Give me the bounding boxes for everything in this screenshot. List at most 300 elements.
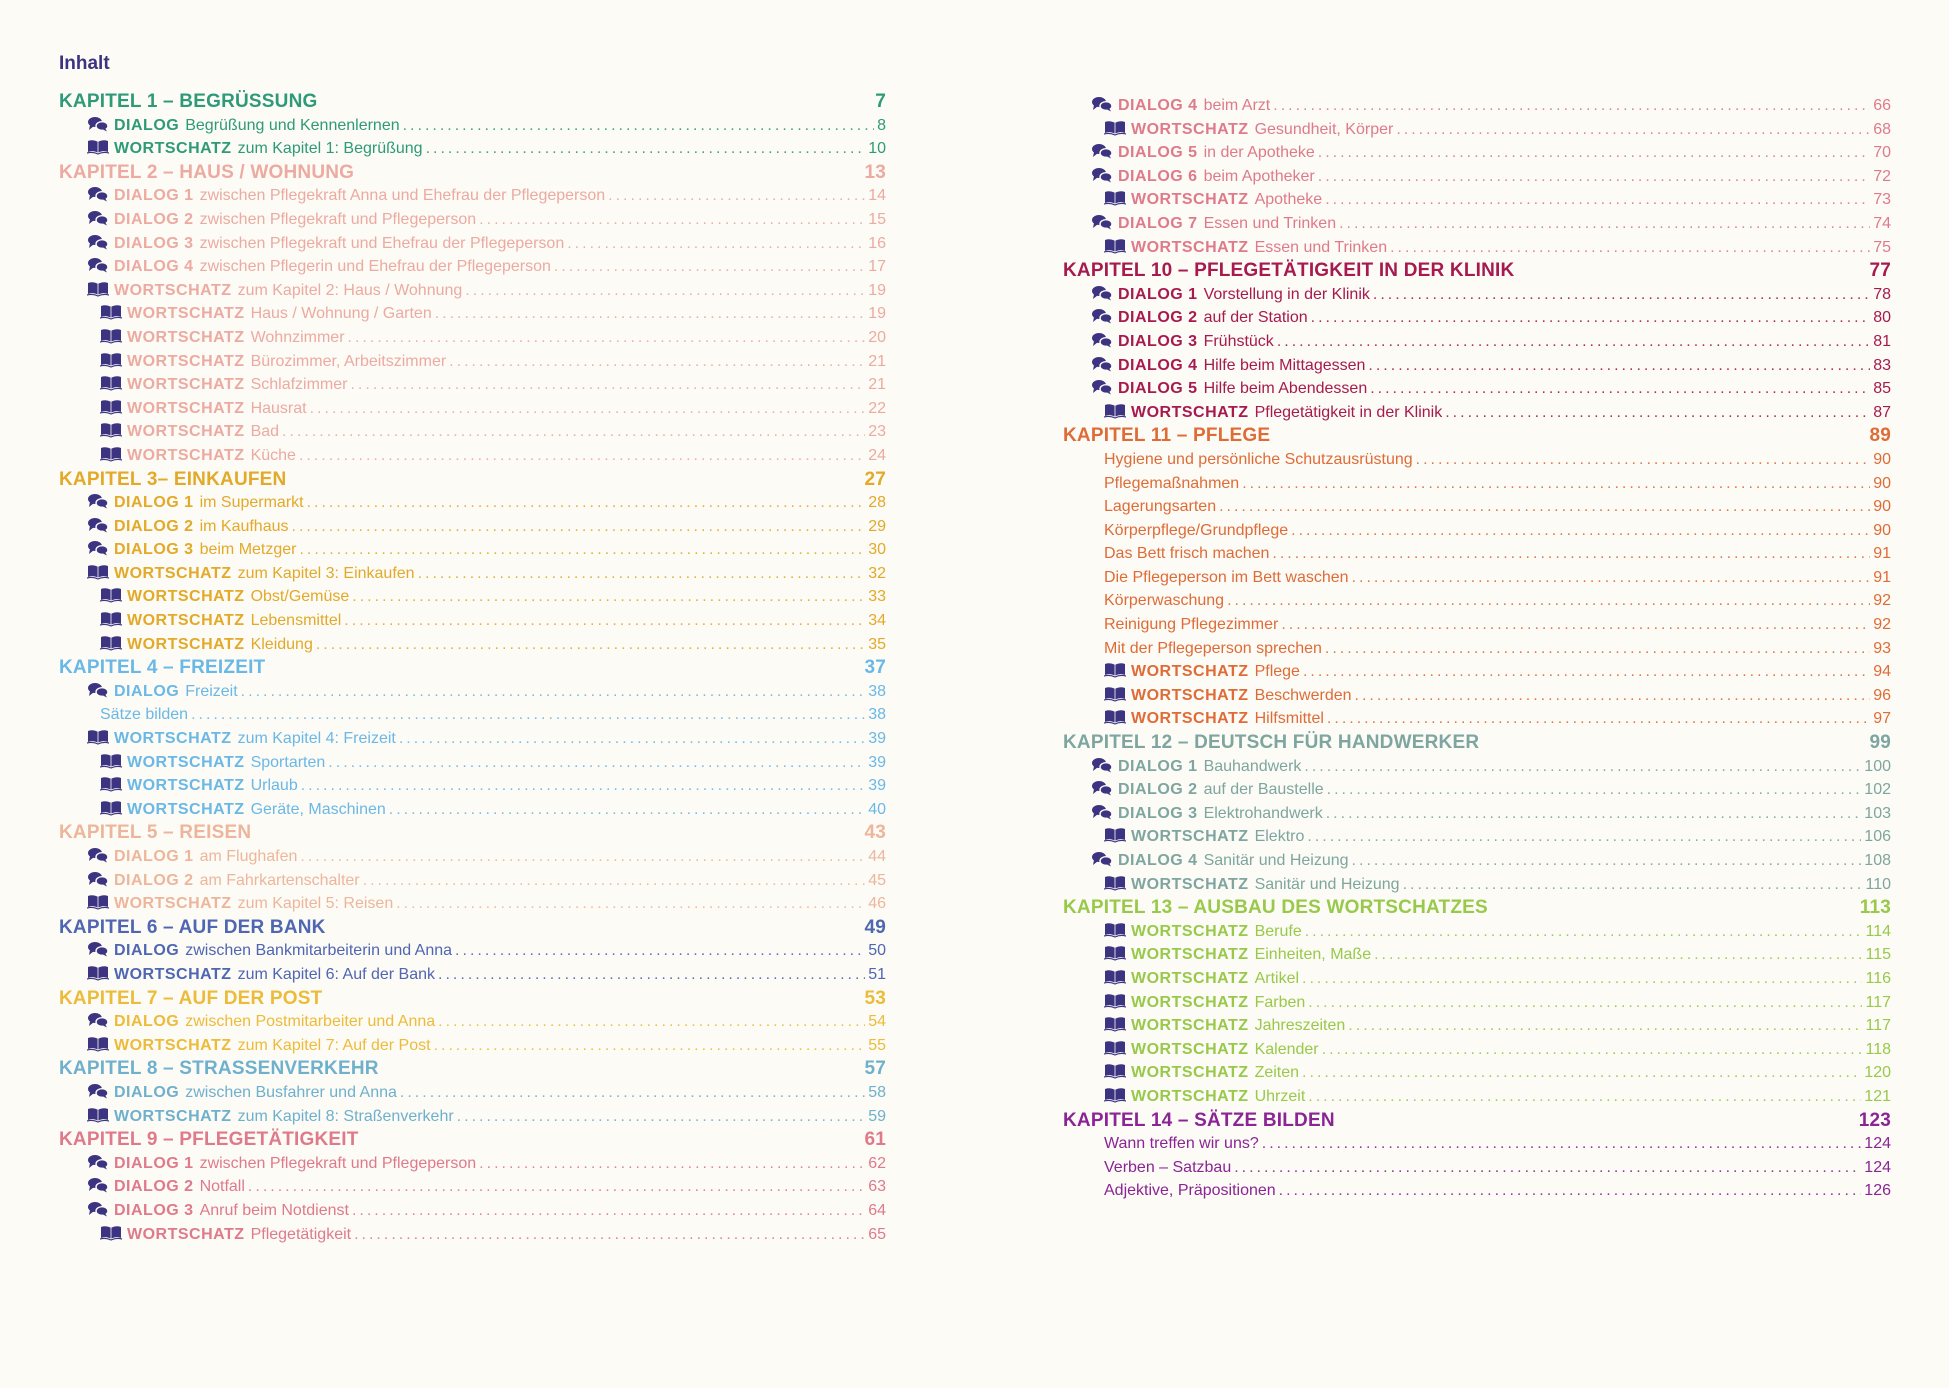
dot-leader bbox=[449, 350, 865, 374]
toc-entry-label: Die Pflegeperson im Bett waschen bbox=[1104, 568, 1349, 586]
toc-entry-label: Hilfe beim Mittagessen bbox=[1203, 356, 1366, 374]
toc-entry[interactable] bbox=[1063, 472, 1891, 496]
dot-leader bbox=[300, 845, 865, 869]
open-book-icon bbox=[100, 753, 122, 769]
toc-entry-label: zum Kapitel 6: Auf der Bank bbox=[237, 965, 436, 983]
open-book-icon bbox=[87, 729, 109, 745]
page-number: 40 bbox=[868, 800, 886, 818]
toc-entry[interactable] bbox=[1063, 920, 1891, 944]
chapter-title: KAPITEL 11 – PFLEGE bbox=[1063, 425, 1271, 447]
toc-entry[interactable] bbox=[1063, 118, 1891, 142]
toc-entry-label: im Supermarkt bbox=[199, 494, 304, 512]
speech-bubbles-icon bbox=[87, 234, 109, 250]
toc-entry[interactable] bbox=[59, 1223, 886, 1247]
toc-entry-keyword: DIALOG 3 bbox=[114, 541, 194, 559]
toc-entry[interactable] bbox=[59, 1175, 886, 1199]
toc-chapter-heading[interactable] bbox=[1063, 259, 1891, 283]
toc-entry[interactable] bbox=[59, 397, 886, 421]
speech-bubbles-icon bbox=[87, 1201, 109, 1217]
page-number: 66 bbox=[1873, 97, 1891, 114]
toc-entry[interactable] bbox=[59, 963, 886, 987]
toc-entry-label: Das Bett frisch machen bbox=[1104, 545, 1270, 563]
toc-entry[interactable] bbox=[59, 585, 886, 609]
toc-entry[interactable] bbox=[1063, 684, 1891, 708]
open-book-icon bbox=[1104, 875, 1126, 891]
open-book-icon bbox=[100, 1225, 122, 1241]
dot-leader bbox=[479, 208, 865, 232]
toc-entry-keyword: WORTSCHATZ bbox=[127, 328, 245, 346]
toc-entry[interactable] bbox=[59, 208, 886, 232]
toc-entry-label: Einheiten, Maße bbox=[1254, 946, 1372, 964]
toc-entry-label: Sanitär und Heizung bbox=[1203, 852, 1349, 869]
toc-entry[interactable] bbox=[1063, 283, 1891, 307]
dot-leader bbox=[1304, 755, 1861, 779]
toc-entry[interactable] bbox=[59, 114, 886, 138]
chapter-title: KAPITEL 3– EINKAUFEN bbox=[59, 468, 287, 490]
open-book-icon bbox=[100, 611, 122, 627]
page-number: 22 bbox=[868, 399, 886, 417]
dot-leader bbox=[1370, 377, 1870, 401]
page-number: 13 bbox=[864, 161, 886, 183]
toc-entry-label: zum Kapitel 7: Auf der Post bbox=[237, 1036, 431, 1054]
toc-entry-label: Elektrohandwerk bbox=[1203, 804, 1323, 822]
toc-entry-label: Reinigung Pflegezimmer bbox=[1104, 616, 1279, 634]
page-number: 8 bbox=[877, 116, 886, 134]
toc-entry[interactable] bbox=[1063, 1061, 1891, 1085]
toc-entry-label: beim Arzt bbox=[1203, 97, 1271, 114]
toc-entry-label: Haus / Wohnung / Garten bbox=[250, 305, 432, 323]
toc-entry[interactable] bbox=[59, 326, 886, 350]
dot-leader bbox=[1318, 141, 1870, 165]
toc-entry[interactable] bbox=[59, 1199, 886, 1223]
page-number: 15 bbox=[868, 210, 886, 228]
toc-entry[interactable] bbox=[59, 774, 886, 798]
page-number: 24 bbox=[868, 446, 886, 464]
open-book-icon bbox=[1104, 403, 1126, 419]
page-number: 44 bbox=[868, 848, 886, 865]
dot-leader bbox=[438, 1010, 865, 1034]
dot-leader bbox=[1403, 873, 1863, 897]
toc-entry-label: Notfall bbox=[199, 1178, 245, 1196]
toc-entry-label: Bürozimmer, Arbeitszimmer bbox=[250, 352, 447, 370]
page-number: 108 bbox=[1864, 852, 1891, 869]
toc-entry[interactable] bbox=[1063, 401, 1891, 425]
toc-column-right bbox=[1063, 94, 1891, 1203]
dot-leader bbox=[608, 184, 865, 208]
toc-entry[interactable] bbox=[59, 1010, 886, 1034]
toc-entry[interactable] bbox=[59, 255, 886, 279]
toc-entry-keyword: DIALOG 5 bbox=[1118, 144, 1198, 162]
toc-entry-label: zwischen Pflegekraft und Pflegeperson bbox=[199, 1154, 477, 1172]
toc-entry-label: Verben – Satzbau bbox=[1104, 1158, 1232, 1176]
toc-entry[interactable] bbox=[59, 420, 886, 444]
toc-entry-label: Lagerungsarten bbox=[1104, 498, 1217, 516]
toc-chapter-heading[interactable] bbox=[59, 468, 886, 492]
dot-leader bbox=[348, 326, 866, 350]
toc-entry[interactable] bbox=[1063, 825, 1891, 849]
toc-entry[interactable] bbox=[1063, 1038, 1891, 1062]
toc-entry[interactable] bbox=[1063, 873, 1891, 897]
page-number: 121 bbox=[1864, 1087, 1891, 1105]
toc-entry[interactable] bbox=[59, 302, 886, 326]
page-number: 37 bbox=[864, 657, 886, 679]
toc-entry-keyword: WORTSCHATZ bbox=[114, 140, 232, 158]
page-number: 97 bbox=[1873, 710, 1891, 728]
toc-entry[interactable] bbox=[1063, 377, 1891, 401]
toc-entry[interactable] bbox=[1063, 141, 1891, 165]
page-number: 126 bbox=[1864, 1182, 1891, 1200]
toc-chapter-heading[interactable] bbox=[59, 161, 886, 185]
toc-entry[interactable] bbox=[1063, 306, 1891, 330]
toc-chapter-heading[interactable] bbox=[1063, 424, 1891, 448]
speech-bubbles-icon bbox=[1091, 285, 1113, 301]
toc-entry[interactable] bbox=[1063, 637, 1891, 661]
toc-entry[interactable] bbox=[1063, 188, 1891, 212]
toc-entry-label: beim Apotheker bbox=[1203, 167, 1315, 185]
toc-entry[interactable] bbox=[59, 562, 886, 586]
dot-leader bbox=[1311, 306, 1871, 330]
toc-entry-keyword: WORTSCHATZ bbox=[1131, 922, 1249, 940]
toc-entry-keyword: WORTSCHATZ bbox=[127, 352, 245, 370]
open-book-icon bbox=[1104, 238, 1126, 254]
open-book-icon bbox=[87, 1036, 109, 1052]
toc-entry-label: am Flughafen bbox=[199, 848, 298, 865]
toc-entry[interactable] bbox=[1063, 495, 1891, 519]
page-number: 32 bbox=[868, 564, 886, 582]
toc-entry[interactable] bbox=[59, 703, 886, 727]
toc-entry-label: Berufe bbox=[1254, 922, 1302, 940]
dot-leader bbox=[1445, 401, 1870, 425]
chapter-title: KAPITEL 6 – AUF DER BANK bbox=[59, 916, 326, 938]
toc-chapter-heading[interactable] bbox=[59, 821, 886, 845]
toc-entry-keyword: WORTSCHATZ bbox=[127, 800, 245, 818]
toc-entry-keyword: WORTSCHATZ bbox=[114, 895, 232, 913]
dot-leader bbox=[1242, 472, 1870, 496]
page-number: 16 bbox=[868, 234, 886, 252]
page-number: 65 bbox=[868, 1225, 886, 1243]
page-title: Inhalt bbox=[59, 53, 110, 74]
chapter-title: KAPITEL 14 – SÄTZE BILDEN bbox=[1063, 1109, 1335, 1131]
toc-entry[interactable] bbox=[59, 680, 886, 704]
dot-leader bbox=[1302, 967, 1862, 991]
toc-entry-keyword: DIALOG 1 bbox=[1118, 285, 1198, 303]
dot-leader bbox=[1352, 566, 1871, 590]
toc-entry[interactable] bbox=[59, 892, 886, 916]
dot-leader bbox=[344, 609, 865, 633]
page-number: 91 bbox=[1873, 568, 1891, 586]
dot-leader bbox=[1281, 613, 1870, 637]
toc-entry-keyword: DIALOG 4 bbox=[114, 258, 194, 276]
toc-entry[interactable] bbox=[1063, 330, 1891, 354]
toc-entry-label: Körperpflege/Grundpflege bbox=[1104, 521, 1289, 539]
toc-entry[interactable] bbox=[1063, 967, 1891, 991]
toc-entry-keyword: DIALOG 4 bbox=[1118, 97, 1198, 114]
page-number: 27 bbox=[864, 468, 886, 490]
page-number: 117 bbox=[1865, 993, 1891, 1011]
toc-entry[interactable] bbox=[59, 1152, 886, 1176]
open-book-icon bbox=[1104, 662, 1126, 678]
speech-bubbles-icon bbox=[87, 941, 109, 957]
dot-leader bbox=[1305, 920, 1863, 944]
toc-entry[interactable] bbox=[59, 373, 886, 397]
dot-leader bbox=[1227, 589, 1870, 613]
dot-leader bbox=[328, 751, 865, 775]
toc-entry[interactable] bbox=[59, 633, 886, 657]
speech-bubbles-icon bbox=[1091, 143, 1113, 159]
page-number: 33 bbox=[868, 588, 886, 606]
page-number: 96 bbox=[1873, 686, 1891, 704]
dot-leader bbox=[403, 114, 874, 138]
toc-chapter-heading[interactable] bbox=[59, 987, 886, 1011]
toc-entry-keyword: WORTSCHATZ bbox=[127, 753, 245, 771]
dot-leader bbox=[455, 939, 865, 963]
toc-entry[interactable] bbox=[1063, 943, 1891, 967]
dot-leader bbox=[1277, 330, 1870, 354]
toc-entry[interactable] bbox=[1063, 542, 1891, 566]
toc-entry-label: Obst/Gemüse bbox=[250, 588, 350, 606]
toc-entry-keyword: DIALOG 1 bbox=[1118, 757, 1198, 775]
page-number: 53 bbox=[864, 987, 886, 1009]
open-book-icon bbox=[1104, 1063, 1126, 1079]
open-book-icon bbox=[1104, 922, 1126, 938]
toc-entry[interactable] bbox=[59, 727, 886, 751]
page-number: 80 bbox=[1873, 309, 1891, 327]
speech-bubbles-icon bbox=[1091, 308, 1113, 324]
toc-entry-keyword: DIALOG 1 bbox=[114, 494, 194, 512]
toc-entry[interactable] bbox=[1063, 566, 1891, 590]
dot-leader bbox=[554, 255, 865, 279]
toc-entry[interactable] bbox=[59, 279, 886, 303]
toc-entry-keyword: DIALOG bbox=[114, 682, 180, 700]
toc-entry-keyword: WORTSCHATZ bbox=[1131, 1087, 1249, 1105]
toc-entry[interactable] bbox=[59, 869, 886, 893]
toc-entry-keyword: WORTSCHATZ bbox=[1131, 663, 1249, 681]
toc-entry[interactable] bbox=[59, 350, 886, 374]
toc-entry-keyword: WORTSCHATZ bbox=[127, 1225, 245, 1243]
toc-chapter-heading[interactable] bbox=[59, 1128, 886, 1152]
toc-entry[interactable] bbox=[1063, 660, 1891, 684]
page-number: 74 bbox=[1873, 214, 1891, 232]
toc-entry-label: beim Metzger bbox=[199, 541, 297, 559]
toc-entry[interactable] bbox=[1063, 165, 1891, 189]
page-number: 19 bbox=[868, 305, 886, 323]
toc-entry-keyword: WORTSCHATZ bbox=[1131, 993, 1249, 1011]
speech-bubbles-icon bbox=[87, 1154, 109, 1170]
dot-leader bbox=[299, 538, 865, 562]
page-number: 117 bbox=[1865, 1017, 1891, 1035]
chapter-title: KAPITEL 12 – DEUTSCH FÜR HANDWERKER bbox=[1063, 732, 1480, 754]
toc-entry[interactable] bbox=[1063, 1156, 1891, 1180]
toc-entry[interactable] bbox=[1063, 707, 1891, 731]
toc-entry[interactable] bbox=[1063, 613, 1891, 637]
toc-entry-keyword: DIALOG bbox=[114, 942, 180, 960]
toc-entry[interactable] bbox=[1063, 802, 1891, 826]
toc-entry-label: Küche bbox=[250, 446, 296, 464]
dot-leader bbox=[1322, 1038, 1863, 1062]
toc-entry-label: Essen und Trinken bbox=[1203, 214, 1337, 232]
toc-entry-label: Bad bbox=[250, 423, 280, 441]
page-number: 77 bbox=[1869, 260, 1891, 282]
speech-bubbles-icon bbox=[1091, 214, 1113, 230]
toc-entry[interactable] bbox=[1063, 1014, 1891, 1038]
toc-entry[interactable] bbox=[59, 798, 886, 822]
page-number: 54 bbox=[868, 1013, 886, 1031]
toc-entry[interactable] bbox=[1063, 778, 1891, 802]
toc-chapter-heading[interactable] bbox=[59, 1057, 886, 1081]
toc-entry-keyword: WORTSCHATZ bbox=[1131, 191, 1249, 209]
dot-leader bbox=[1303, 660, 1870, 684]
toc-entry-keyword: WORTSCHATZ bbox=[1131, 710, 1249, 728]
toc-entry[interactable] bbox=[59, 751, 886, 775]
page-number: 110 bbox=[1865, 875, 1891, 893]
toc-entry-label: Farben bbox=[1254, 993, 1306, 1011]
toc-entry[interactable] bbox=[59, 137, 886, 161]
page-number: 83 bbox=[1873, 356, 1891, 374]
toc-entry[interactable] bbox=[59, 184, 886, 208]
open-book-icon bbox=[1104, 993, 1126, 1009]
toc-chapter-heading[interactable] bbox=[1063, 1109, 1891, 1133]
toc-entry[interactable] bbox=[59, 1081, 886, 1105]
toc-entry[interactable] bbox=[1063, 1085, 1891, 1109]
page-number: 14 bbox=[868, 187, 886, 205]
dot-leader bbox=[400, 1081, 865, 1105]
toc-entry[interactable] bbox=[59, 444, 886, 468]
toc-entry-keyword: DIALOG bbox=[114, 1083, 180, 1101]
toc-entry-label: Körperwaschung bbox=[1104, 592, 1225, 610]
toc-entry-label: Schlafzimmer bbox=[250, 376, 348, 394]
toc-entry[interactable] bbox=[1063, 991, 1891, 1015]
page-number: 81 bbox=[1873, 332, 1891, 350]
toc-entry[interactable] bbox=[1063, 1132, 1891, 1156]
toc-entry-keyword: DIALOG 2 bbox=[1118, 781, 1198, 799]
toc-entry[interactable] bbox=[59, 1105, 886, 1129]
page-number: 91 bbox=[1873, 545, 1891, 563]
dot-leader bbox=[316, 633, 865, 657]
toc-entry[interactable] bbox=[1063, 94, 1891, 118]
open-book-icon bbox=[1104, 190, 1126, 206]
toc-entry[interactable] bbox=[59, 845, 886, 869]
open-book-icon bbox=[1104, 827, 1126, 843]
dot-leader bbox=[301, 774, 865, 798]
page-number: 51 bbox=[868, 965, 886, 983]
toc-entry[interactable] bbox=[1063, 755, 1891, 779]
dot-leader bbox=[1416, 448, 1871, 472]
page-number: 34 bbox=[868, 612, 886, 630]
toc-entry[interactable] bbox=[1063, 519, 1891, 543]
dot-leader bbox=[1348, 1014, 1862, 1038]
toc-entry[interactable] bbox=[1063, 354, 1891, 378]
toc-entry-keyword: WORTSCHATZ bbox=[1131, 1064, 1249, 1082]
speech-bubbles-icon bbox=[87, 847, 109, 863]
toc-entry[interactable] bbox=[59, 1034, 886, 1058]
page-number: 90 bbox=[1873, 521, 1891, 539]
toc-entry[interactable] bbox=[1063, 212, 1891, 236]
speech-bubbles-icon bbox=[1091, 804, 1113, 820]
open-book-icon bbox=[1104, 969, 1126, 985]
toc-entry-keyword: DIALOG 2 bbox=[114, 517, 194, 535]
toc-entry-label: Vorstellung in der Klinik bbox=[1203, 285, 1370, 303]
page-number: 39 bbox=[868, 753, 886, 771]
toc-entry-keyword: WORTSCHATZ bbox=[127, 777, 245, 795]
speech-bubbles-icon bbox=[1091, 757, 1113, 773]
toc-entry[interactable] bbox=[59, 491, 886, 515]
toc-entry-keyword: DIALOG 6 bbox=[1118, 167, 1198, 185]
page-number: 89 bbox=[1869, 425, 1891, 447]
toc-entry-keyword: WORTSCHATZ bbox=[127, 376, 245, 394]
chapter-title: KAPITEL 10 – PFLEGETÄTIGKEIT IN DER KLINIK bbox=[1063, 260, 1515, 282]
dot-leader bbox=[241, 680, 866, 704]
dot-leader bbox=[435, 302, 865, 326]
toc-entry-keyword: DIALOG 1 bbox=[114, 187, 194, 205]
toc-entry-label: zum Kapitel 2: Haus / Wohnung bbox=[237, 281, 463, 299]
dot-leader bbox=[1308, 1085, 1861, 1109]
speech-bubbles-icon bbox=[87, 116, 109, 132]
speech-bubbles-icon bbox=[87, 682, 109, 698]
toc-chapter-heading[interactable] bbox=[59, 916, 886, 940]
open-book-icon bbox=[100, 776, 122, 792]
toc-entry[interactable] bbox=[59, 232, 886, 256]
toc-entry-keyword: DIALOG 1 bbox=[114, 848, 194, 865]
open-book-icon bbox=[87, 281, 109, 297]
toc-entry-label: Bauhandwerk bbox=[1203, 757, 1302, 775]
toc-entry[interactable] bbox=[1063, 1179, 1891, 1203]
dot-leader bbox=[426, 137, 866, 161]
toc-entry[interactable] bbox=[1063, 589, 1891, 613]
toc-entry[interactable] bbox=[59, 609, 886, 633]
toc-entry-label: zwischen Postmitarbeiter und Anna bbox=[185, 1013, 436, 1031]
page-number: 90 bbox=[1873, 474, 1891, 492]
toc-entry-keyword: DIALOG 2 bbox=[114, 1178, 194, 1196]
open-book-icon bbox=[100, 635, 122, 651]
dot-leader bbox=[310, 397, 866, 421]
page-number: 55 bbox=[868, 1036, 886, 1054]
toc-entry[interactable] bbox=[59, 939, 886, 963]
dot-leader bbox=[438, 963, 865, 987]
speech-bubbles-icon bbox=[1091, 356, 1113, 372]
toc-entry-label: Pflege bbox=[1254, 663, 1300, 681]
toc-entry-keyword: WORTSCHATZ bbox=[1131, 120, 1249, 138]
page-number: 85 bbox=[1873, 380, 1891, 398]
open-book-icon bbox=[100, 352, 122, 368]
toc-entry[interactable] bbox=[1063, 236, 1891, 260]
toc-entry[interactable] bbox=[1063, 849, 1891, 873]
page-number: 123 bbox=[1858, 1109, 1891, 1131]
speech-bubbles-icon bbox=[87, 493, 109, 509]
toc-entry[interactable] bbox=[1063, 448, 1891, 472]
toc-chapter-heading[interactable] bbox=[1063, 731, 1891, 755]
toc-entry-keyword: WORTSCHATZ bbox=[1131, 1040, 1249, 1058]
toc-entry-keyword: DIALOG bbox=[114, 1013, 180, 1031]
dot-leader bbox=[292, 515, 866, 539]
toc-entry[interactable] bbox=[59, 515, 886, 539]
page-number: 124 bbox=[1864, 1158, 1891, 1176]
toc-entry-label: Geräte, Maschinen bbox=[250, 800, 386, 818]
toc-entry-keyword: DIALOG 3 bbox=[114, 1201, 194, 1219]
page-number: 21 bbox=[868, 376, 886, 394]
speech-bubbles-icon bbox=[87, 210, 109, 226]
toc-entry[interactable] bbox=[59, 538, 886, 562]
toc-entry-label: zwischen Pflegekraft und Pflegeperson bbox=[199, 210, 477, 228]
open-book-icon bbox=[100, 800, 122, 816]
toc-entry-label: Hilfe beim Abendessen bbox=[1203, 380, 1368, 398]
toc-entry-keyword: WORTSCHATZ bbox=[114, 730, 232, 748]
toc-chapter-heading[interactable] bbox=[59, 90, 886, 114]
toc-chapter-heading[interactable] bbox=[1063, 896, 1891, 920]
toc-entry-keyword: DIALOG 3 bbox=[114, 234, 194, 252]
open-book-icon bbox=[100, 399, 122, 415]
toc-chapter-heading[interactable] bbox=[59, 656, 886, 680]
page-number: 116 bbox=[1865, 969, 1891, 987]
